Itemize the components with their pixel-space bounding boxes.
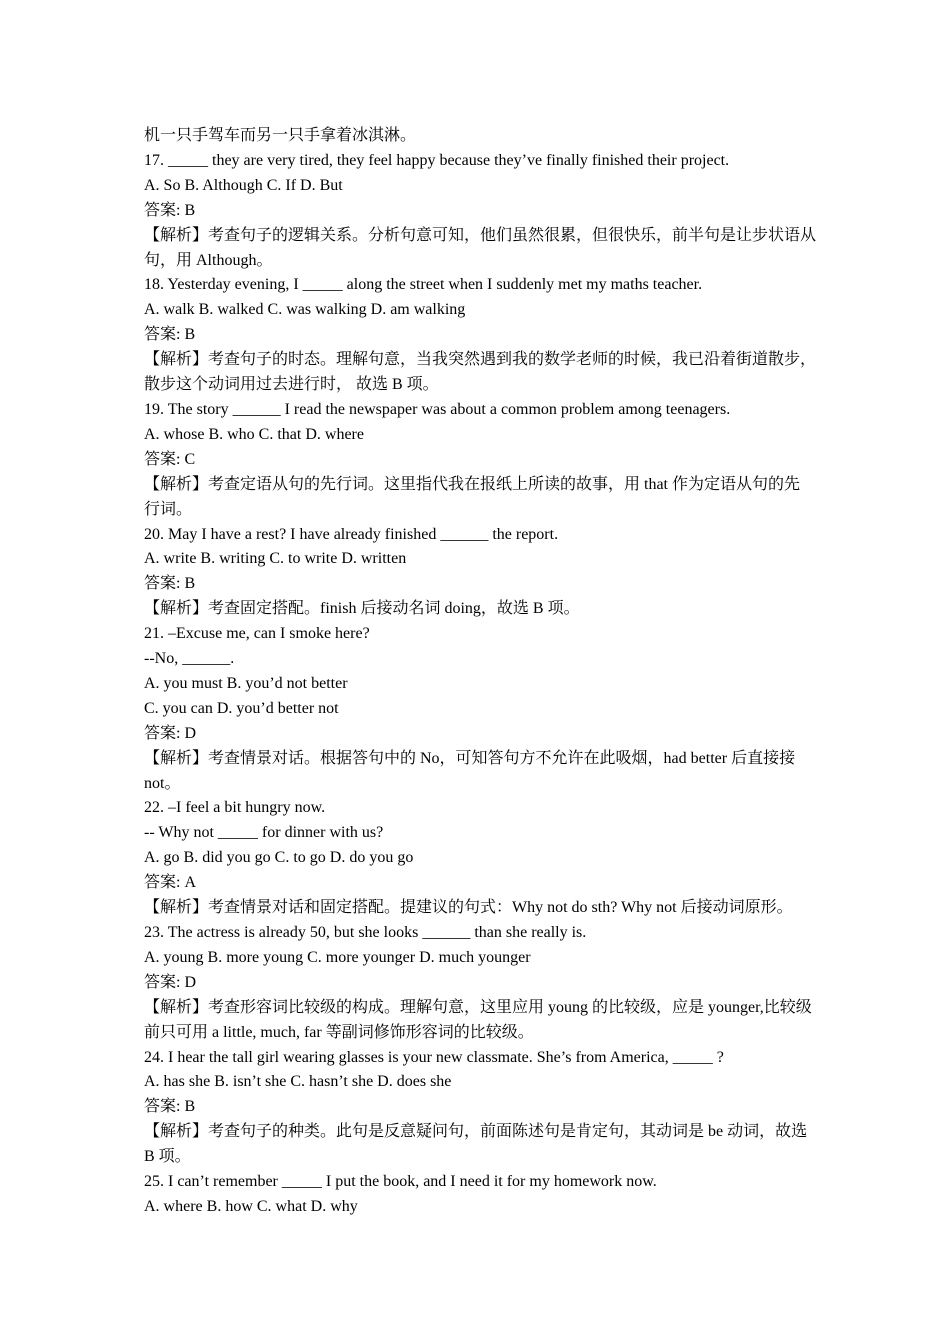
question-line: 23. The actress is already 50, but she looks ______ than she really is. bbox=[144, 924, 587, 941]
options-line: A. whose B. who C. that D. where bbox=[144, 425, 364, 443]
explanation-line: 散步这个动词用过去进行时， 故选 B 项。 bbox=[144, 376, 439, 394]
options-line: A. write B. writing C. to write D. written bbox=[144, 550, 407, 568]
options-line: A. walk B. walked C. was walking D. am walking bbox=[144, 301, 466, 319]
answer-line: 答案: B bbox=[144, 201, 196, 219]
options-line: A. has she B. isn’t she C. hasn’t she D. does she bbox=[144, 1073, 452, 1091]
answer-line: 答案: B bbox=[144, 575, 196, 593]
question-line: -- Why not _____ for dinner with us? bbox=[144, 824, 384, 842]
question-line: 21. –Excuse me, can I smoke here? bbox=[144, 625, 370, 643]
options-line: C. you can D. you’d better not bbox=[144, 699, 339, 717]
question-line: 18. Yesterday evening, I _____ along the street when I suddenly met my maths teacher. bbox=[144, 276, 703, 294]
explanation-line: 【解析】考查情景对话和固定搭配。提建议的句式：Why not do sth? Why not 后接动词原形。 bbox=[144, 899, 793, 917]
explanation-line: 【解析】考查情景对话。根据答句中的 No，可知答句方不允许在此吸烟，had better 后直接接 bbox=[144, 749, 796, 767]
explanation-line: 【解析】考查形容词比较级的构成。理解句意，这里应用 young 的比较级，应是 younger,比较级 bbox=[144, 998, 812, 1016]
answer-line: 答案: B bbox=[144, 1098, 196, 1116]
answer-line: 答案: D bbox=[144, 724, 197, 742]
options-line: A. where B. how C. what D. why bbox=[144, 1197, 358, 1215]
options-line: A. go B. did you go C. to go D. do you go bbox=[144, 849, 414, 867]
explanation-line: 行词。 bbox=[144, 500, 193, 518]
explanation-line: 前只可用 a little, much, far 等副词修饰形容词的比较级。 bbox=[144, 1023, 534, 1041]
explanation-line: 【解析】考查句子的时态。理解句意，当我突然遇到我的数学老师的时候，我已沿着街道散步， bbox=[144, 351, 817, 369]
options-line: A. young B. more young C. more younger D. much younger bbox=[144, 948, 531, 966]
explanation-line: 【解析】考查句子的逻辑关系。分析句意可知，他们虽然很累，但很快乐，前半句是让步状语从 bbox=[144, 226, 817, 244]
explanation-line: 【解析】考查固定搭配。finish 后接动名词 doing，故选 B 项。 bbox=[144, 600, 580, 618]
question-line: 25. I can’t remember _____ I put the book, and I need it for my homework now. bbox=[144, 1173, 657, 1191]
answer-line: 答案: D bbox=[144, 973, 197, 991]
explanation-line: B 项。 bbox=[144, 1148, 191, 1166]
question-line: 24. I hear the tall girl wearing glasses is your new classmate. She’s from America, _____ ? bbox=[144, 1048, 724, 1066]
question-line: 20. May I have a rest? I have already finished ______ the report. bbox=[144, 525, 559, 543]
question-line: 17. _____ they are very tired, they feel happy because they’ve finally finished their project. bbox=[144, 151, 730, 169]
answer-line: 答案: C bbox=[144, 450, 196, 468]
options-line: A. you must B. you’d not better bbox=[144, 674, 348, 692]
question-line: 19. The story ______ I read the newspaper was about a common problem among teenagers. bbox=[144, 400, 731, 418]
document-page bbox=[144, 124, 817, 1220]
question-line: 22. –I feel a bit hungry now. bbox=[144, 799, 326, 817]
options-line: A. So B. Although C. If D. But bbox=[144, 176, 343, 194]
explanation-line: 【解析】考查句子的种类。此句是反意疑问句，前面陈述句是肯定句，其动词是 be 动词，故选 bbox=[144, 1123, 808, 1141]
explanation-line: 【解析】考查定语从句的先行词。这里指代我在报纸上所读的故事，用 that 作为定语从句的先 bbox=[144, 475, 800, 493]
explanation-line: not。 bbox=[144, 774, 181, 792]
answer-line: 答案: B bbox=[144, 326, 196, 344]
text-line: 机一只手驾车而另一只手拿着冰淇淋。 bbox=[144, 127, 417, 144]
question-line: --No, ______. bbox=[144, 650, 235, 668]
answer-line: 答案: A bbox=[144, 874, 197, 892]
explanation-line: 句，用 Although。 bbox=[144, 251, 273, 269]
